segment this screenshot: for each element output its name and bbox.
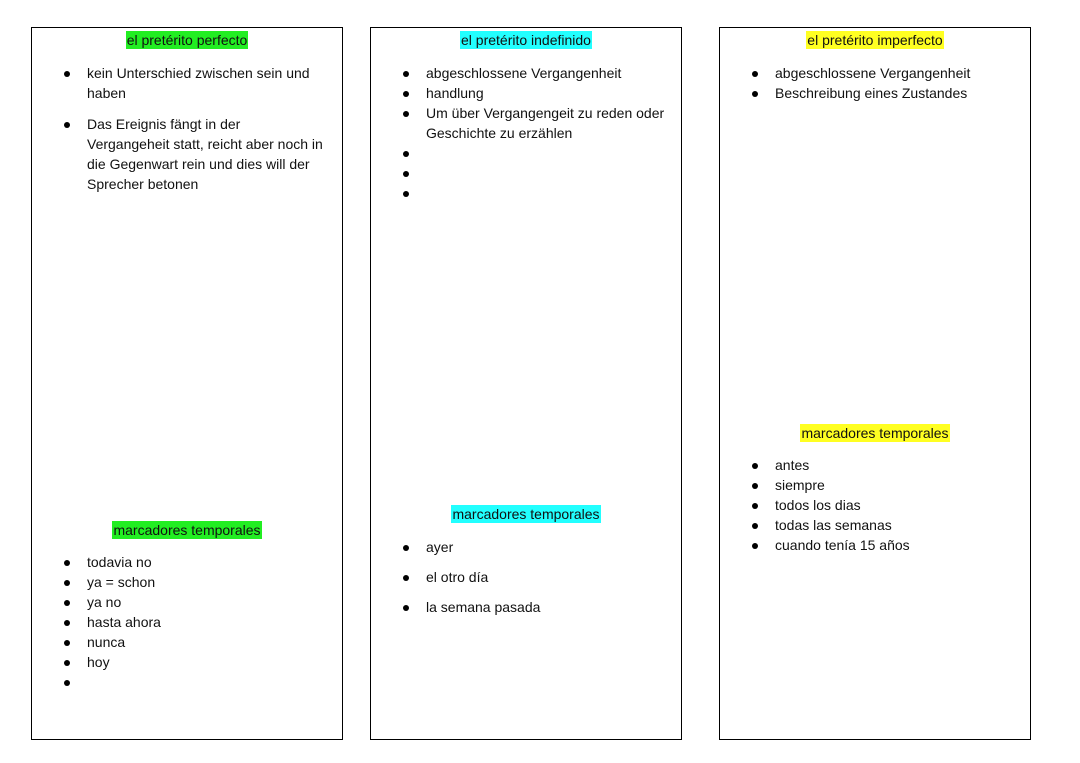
list-item: ya no	[32, 592, 332, 612]
list-item: abgeschlossene Vergangenheit	[720, 63, 1020, 83]
list-item: Beschreibung eines Zustandes	[720, 83, 1020, 103]
marker-title-wrap	[32, 522, 342, 539]
usage-list	[720, 63, 1020, 103]
list-item: kein Unterschied zwischen sein und haben	[32, 63, 332, 103]
list-item: abgeschlossene Vergangenheit	[371, 63, 671, 83]
marker-list	[371, 537, 671, 617]
column-preterito-indefinido	[370, 27, 682, 740]
list-item	[32, 672, 332, 692]
marker-title-wrap	[371, 506, 681, 523]
list-item	[371, 163, 671, 183]
list-item: ayer	[371, 537, 671, 557]
marker-title-wrap	[720, 425, 1030, 442]
list-item: todavia no	[32, 552, 332, 572]
column-title-wrap	[371, 32, 681, 49]
column-title-wrap	[32, 32, 342, 49]
marker-title: marcadores temporales	[801, 425, 949, 441]
column-preterito-perfecto	[31, 27, 343, 740]
list-item: handlung	[371, 83, 671, 103]
column-title-wrap	[720, 32, 1030, 49]
list-item: la semana pasada	[371, 597, 671, 617]
marker-list	[32, 552, 332, 692]
list-item: Um über Vergangengeit zu reden oder Geschichte zu erzählen	[371, 103, 671, 143]
list-item	[371, 143, 671, 163]
list-item: siempre	[720, 475, 1020, 495]
list-item: hoy	[32, 652, 332, 672]
marker-title: marcadores temporales	[113, 522, 261, 538]
usage-list	[371, 63, 671, 203]
column-title: el pretérito indefinido	[461, 32, 591, 48]
list-item: hasta ahora	[32, 612, 332, 632]
column-preterito-imperfecto	[719, 27, 1031, 740]
list-item: antes	[720, 455, 1020, 475]
list-item: ya = schon	[32, 572, 332, 592]
list-item: cuando tenía 15 años	[720, 535, 1020, 555]
column-title: el pretérito perfecto	[126, 32, 248, 48]
list-item: Das Ereignis fängt in der Vergangeheit statt, reicht aber noch in die Gegenwart rein und dies will der Sprecher betonen	[32, 114, 332, 194]
column-title: el pretérito imperfecto	[807, 32, 943, 48]
list-item: todos los dias	[720, 495, 1020, 515]
usage-list	[32, 63, 332, 194]
list-item	[371, 183, 671, 203]
list-item: nunca	[32, 632, 332, 652]
list-item: el otro día	[371, 567, 671, 587]
marker-title: marcadores temporales	[452, 506, 600, 522]
marker-list	[720, 455, 1020, 555]
list-item: todas las semanas	[720, 515, 1020, 535]
